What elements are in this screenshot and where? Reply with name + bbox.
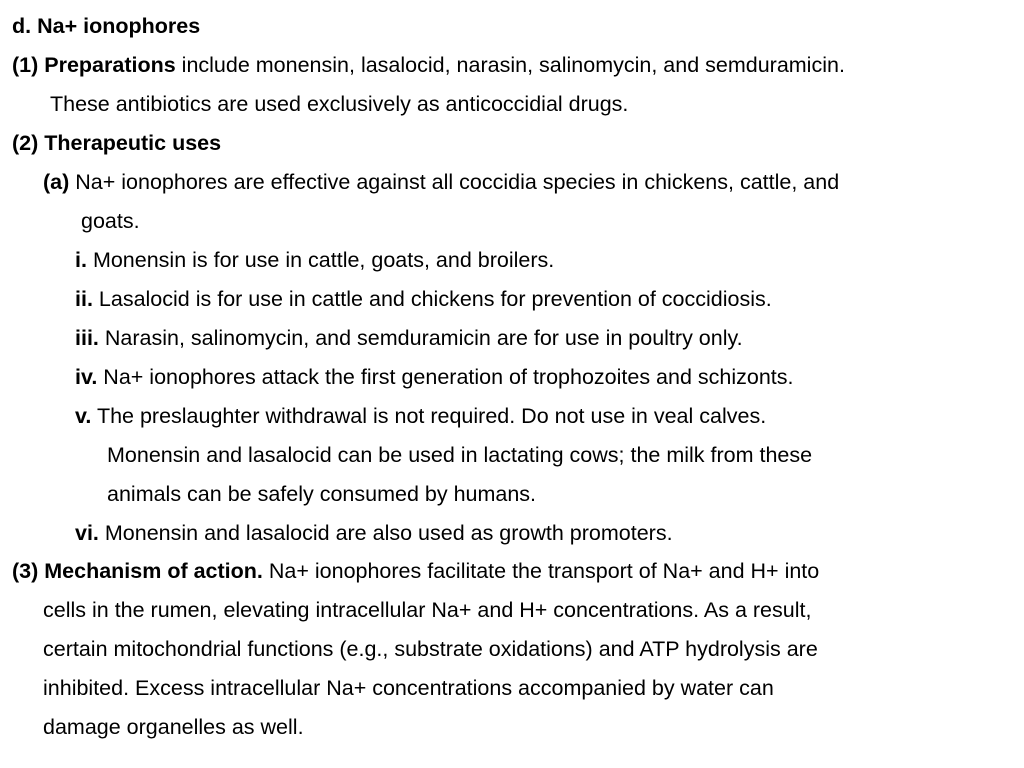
section2-a-line2: goats. [81, 209, 140, 233]
list-item-i [75, 247, 554, 273]
list-item-text: Monensin and lasalocid are also used as growth promoters. [104, 521, 673, 545]
list-item-vi [75, 520, 673, 546]
section2-a-text: Na+ ionophores are effective against all coccidia species in chickens, cattle, and [75, 170, 840, 194]
list-item-label: iv. [75, 365, 98, 389]
list-item-v-continuation-1: Monensin and lasalocid can be used in lactating cows; the milk from these [107, 443, 813, 467]
list-item-iii [75, 325, 743, 351]
list-item-text: The preslaughter withdrawal is not required. Do not use in veal calves. [96, 404, 767, 428]
list-item-label: v. [75, 404, 92, 428]
section1-line1 [12, 52, 845, 78]
list-item-text: Narasin, salinomycin, and semduramicin are for use in poultry only. [104, 326, 743, 350]
list-item-text: Na+ ionophores attack the first generation of trophozoites and schizonts. [103, 365, 794, 389]
list-item-label: iii. [75, 326, 99, 350]
section3-text: Na+ ionophores facilitate the transport of Na+ and H+ into [268, 559, 820, 583]
list-item-text: Lasalocid is for use in cattle and chickens for prevention of coccidiosis. [98, 287, 772, 311]
list-item-label: vi. [75, 521, 99, 545]
section2-a-label: (a) [43, 170, 70, 194]
list-item-v [75, 403, 766, 429]
section1-text: include monensin, lasalocid, narasin, salinomycin, and semduramicin. [181, 53, 845, 77]
section3-line3: certain mitochondrial functions (e.g., substrate oxidations) and ATP hydrolysis are [43, 637, 818, 661]
section1-label: (1) Preparations [12, 53, 176, 77]
section3-line2: cells in the rumen, elevating intracellular Na+ and H+ concentrations. As a result, [43, 598, 812, 622]
list-item-text: Monensin is for use in cattle, goats, and broilers. [92, 248, 555, 272]
section2-label: (2) Therapeutic uses [12, 131, 222, 155]
section3-line5: damage organelles as well. [43, 715, 304, 739]
list-item-iv [75, 364, 794, 390]
list-item-ii [75, 286, 772, 312]
list-item-v-continuation-2: animals can be safely consumed by humans. [107, 482, 537, 506]
list-item-label: ii. [75, 287, 93, 311]
list-item-label: i. [75, 248, 87, 272]
section3-line4: inhibited. Excess intracellular Na+ concentrations accompanied by water can [43, 676, 774, 700]
section3-line1 [12, 558, 819, 584]
heading: d. Na+ ionophores [12, 14, 201, 38]
section3-label: (3) Mechanism of action. [12, 559, 263, 583]
section1-line2: These antibiotics are used exclusively as anticoccidial drugs. [50, 92, 629, 116]
section2-a-line1 [43, 169, 839, 195]
